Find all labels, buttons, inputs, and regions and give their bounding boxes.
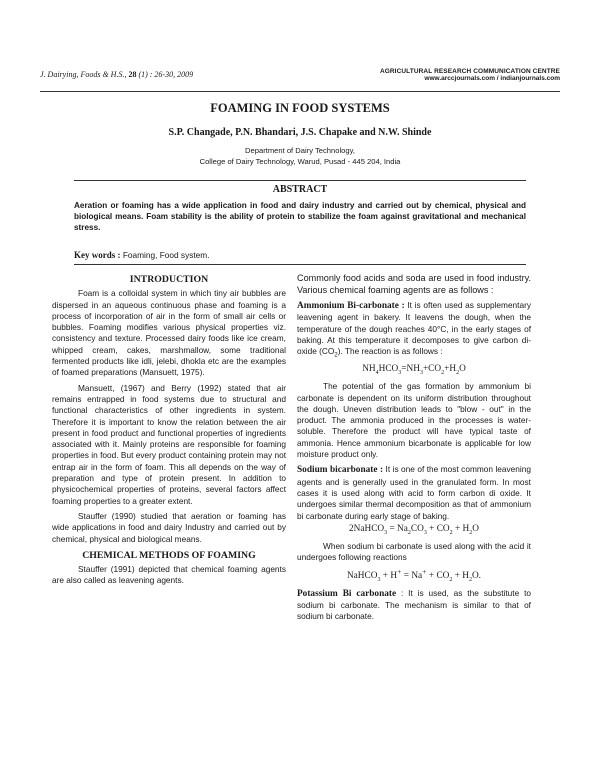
- eq2-part: CO: [410, 523, 424, 534]
- paper-title: FOAMING IN FOOD SYSTEMS: [210, 101, 390, 115]
- eq1-part: =NH: [401, 364, 420, 375]
- eq2-sub: 2: [449, 529, 453, 536]
- eq1-part: HCO: [378, 364, 399, 375]
- chemical-methods-heading: CHEMICAL METHODS OF FOAMING: [82, 549, 256, 561]
- keywords-value: Foaming, Food system.: [122, 250, 210, 260]
- sodium-text: It is one of the most common leavening agents and is generally used in the granulated form. In most cases it is used along with acid to form carbon di oxide. It undergoes similar thermal decomposition as that of ammonium bi carbonate during early stage of baking.: [297, 464, 531, 521]
- potassium-paragraph: [297, 588, 531, 623]
- potassium-label: Potassium Bi carbonate: [297, 588, 397, 599]
- eq2-sub: 2: [469, 529, 473, 536]
- affiliation-college: College of Dairy Technology, Warud, Pusad - 445 204, India: [199, 156, 401, 166]
- eq2-part: + H: [452, 523, 470, 534]
- header-rule: [40, 91, 560, 92]
- eq1-part: O: [459, 364, 466, 375]
- sodium-acid-paragraph: When sodium bi carbonate is used along with the acid it undergoes following reactions: [297, 541, 531, 563]
- eq1-part: NH: [362, 364, 376, 375]
- eq3-part: = Na: [401, 570, 423, 581]
- journal-volume: 28: [128, 70, 137, 79]
- publisher-websites: www.arccjournals.com / indianjournals.com: [424, 75, 560, 82]
- eq1-sub: 3: [398, 370, 402, 376]
- eq1-sub: 3: [419, 370, 423, 376]
- eq1-sub: 2: [441, 370, 445, 376]
- equation-ammonium: [297, 364, 531, 379]
- eq3-part: + CO: [426, 570, 450, 581]
- eq3-sup: +: [397, 566, 402, 576]
- eq3-part: NaHCO: [346, 570, 378, 581]
- ammonium-paragraph: [297, 300, 531, 362]
- equation-sodium-acid: [297, 566, 531, 586]
- paper-authors: S.P. Changade, P.N. Bhandari, J.S. Chapake and N.W. Shinde: [168, 127, 432, 138]
- ammonium-text: It is often used as supplementary leavening agent in bakery. It leavens the dough, when the temperature of the dough reaches 40°C, in the early stages of baking. At this temperature it decomposes to give carbon di-oxide (CO: [297, 300, 531, 357]
- eq2-sub: 3: [384, 529, 388, 536]
- eq2-part: O: [472, 523, 479, 534]
- eq2-sub: 3: [423, 529, 427, 536]
- eq1-sub: 4: [375, 370, 379, 376]
- affiliation: [0, 146, 600, 167]
- agents-intro-paragraph: Commonly food acids and soda are used in food industry. Various chemical foaming agents are as follows :: [297, 273, 531, 295]
- eq3-sup: +: [422, 566, 427, 576]
- eq2-part: 2NaHCO: [349, 523, 385, 534]
- eq3-sub: 2: [468, 576, 472, 583]
- publisher-block: [380, 68, 560, 82]
- abstract-bottom-rule: [74, 264, 526, 265]
- eq2-part: = Na: [387, 523, 408, 534]
- eq2-part: + CO: [426, 523, 450, 534]
- intro-paragraph-1: Foam is a colloidal system in which tiny air bubbles are dispersed in an aqueous continuous phase and foaming is a process of incorporation of air in the form of small air cells or bubbles. Foaming modifies various physical properties viz. consistency and texture. Processed dairy foods like ice cream, whipped cream, cakes, marshmallow, some traditional fermented products like idli, jelebi, dhokla etc are the examples of foamed preparations (Mansuett, 1975).: [52, 288, 286, 378]
- intro-paragraph-2: Mansuett, (1967) and Berry (1992) stated that air remains entrapped in food systems due to structural and functional characteristics of other ingredients in system. Therefore it is important to know the relation between the air present in food product and functional properties of ingredients associated with it. Mainly proteins are responsible for foaming properties in food. But every product containing protein may not entrap air in the form of foam. This all depends on the way of preparation and type of protein present. In addition to physicochemical properties of proteins, several factors affect foaming properties to a greater extent.: [52, 382, 286, 506]
- sodium-label: Sodium bicarbonate :: [297, 465, 384, 476]
- eq1-part: +H: [444, 364, 457, 375]
- eq3-part: O.: [471, 570, 482, 581]
- intro-paragraph-3: Stauffer (1990) studied that aeration or foaming has wide applications in food and dairy Industry and carried out by chemical, physical and biological means.: [52, 510, 286, 544]
- publisher-name: AGRICULTURAL RESEARCH COMMUNICATION CENTRE: [379, 68, 560, 75]
- ammonium-text-end: ). The reaction is as follows :: [337, 346, 443, 357]
- left-column: [52, 272, 286, 587]
- running-header: [40, 68, 560, 90]
- chemical-paragraph-1: Stauffer (1991) depicted that chemical foaming agents are also called as leavening agents.: [52, 564, 286, 586]
- eq3-part: + H: [452, 570, 469, 581]
- affiliation-department: Department of Dairy Technology,: [245, 146, 355, 155]
- sodium-paragraph: [297, 464, 531, 521]
- keywords-label: Key words :: [74, 250, 121, 260]
- potassium-text: : It is used, as the substitute to sodium bi carbonate. The mechanism is similar to that of sodium bi carbonate.: [297, 587, 531, 622]
- abstract-heading: ABSTRACT: [272, 184, 328, 195]
- abstract-top-rule: [74, 180, 526, 181]
- keywords: [74, 250, 210, 260]
- abstract-text: Aeration or foaming has a wide application in food and dairy industry and carried out by chemical, physical and biological means. Foam stability is the ability of protein to stabilize the foam against gravitational and mechanical stress.: [74, 201, 526, 232]
- journal-name: J. Dairying, Foods & H.S.,: [40, 70, 127, 79]
- equation-sodium-thermal: [297, 524, 531, 539]
- eq3-sub: 3: [377, 576, 381, 583]
- introduction-heading: INTRODUCTION: [129, 274, 209, 285]
- right-column: [297, 272, 531, 623]
- eq1-sub: 2: [456, 370, 460, 376]
- eq2-sub: 2: [407, 529, 411, 536]
- journal-issue: (1) : 26-30, 2009: [138, 70, 194, 79]
- eq3-sub: 2: [449, 576, 453, 583]
- ammonium-text-sub: 2: [334, 352, 338, 359]
- journal-citation: [40, 70, 193, 79]
- ammonium-label: Ammonium Bi-carbonate :: [297, 301, 405, 311]
- eq1-part: +CO: [422, 364, 442, 375]
- eq3-part: + H: [380, 570, 398, 581]
- ammonium-distribution-paragraph: The potential of the gas formation by ammonium bi carbonate is dependent on its uniform distribution throughout the dough. Uneven distribution leads to "blow - out" in the product. The ammonia produced in the processes is water-soluble. Therefore the product will have typical taste of ammonia. Hence ammonium bicarbonate is applicable for low moisture product only.: [297, 381, 531, 460]
